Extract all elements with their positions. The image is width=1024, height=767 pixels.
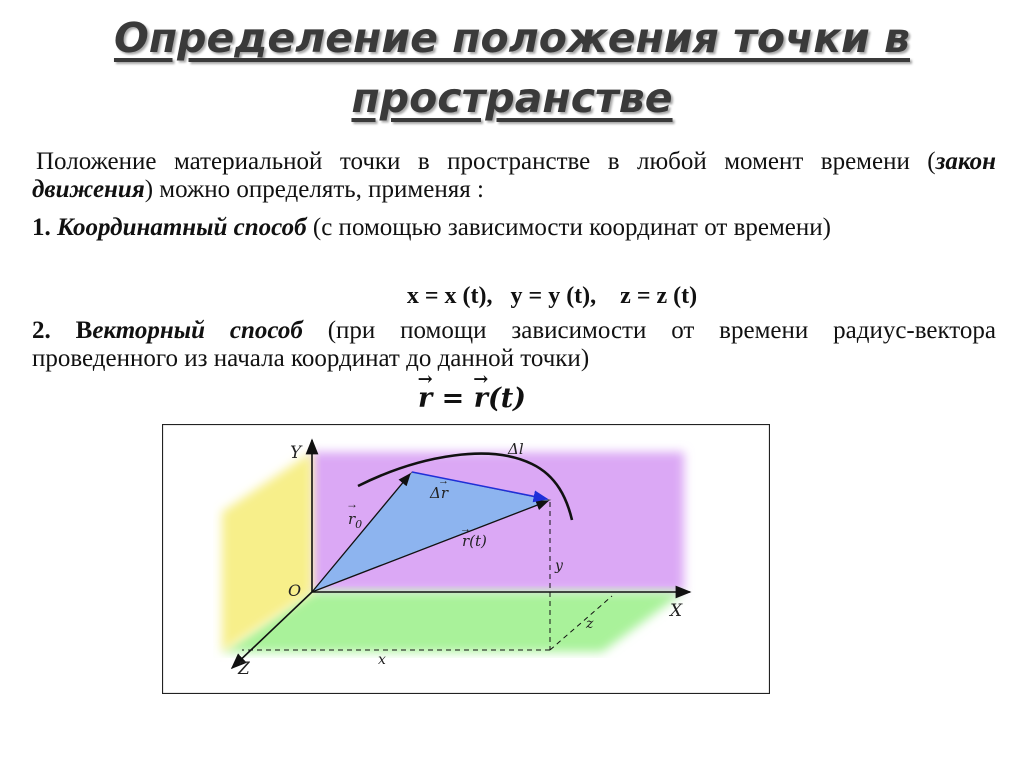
trajectory-diagram bbox=[162, 424, 770, 694]
x-coordinate-label: x bbox=[378, 652, 386, 668]
y-coordinate-label: y bbox=[555, 558, 563, 574]
intro-text-after: ) можно определять, применяя : bbox=[144, 176, 484, 203]
vector-method-name: екторный способ bbox=[92, 317, 303, 344]
vector-method-paragraph bbox=[32, 317, 996, 373]
method2-description: (при помощи зависимости от времени радиус-вектора проведенного из начала координат до данной точки) bbox=[32, 317, 997, 372]
origin-label: O bbox=[288, 581, 302, 600]
formula-y: y = y (t), bbox=[510, 283, 597, 309]
intro-text-before: Положение материальной точки в пространстве в любой момент времени ( bbox=[36, 148, 936, 175]
coordinate-method-name: Координатный способ bbox=[57, 214, 307, 241]
coordinate-formula bbox=[0, 283, 1024, 310]
rt-label: r(t) bbox=[462, 532, 487, 550]
z-coordinate-label: z bbox=[586, 616, 594, 632]
delta-r-label: Δr bbox=[430, 484, 449, 502]
vector-method-name-initial: В bbox=[75, 317, 93, 344]
vector-formula bbox=[0, 383, 1024, 414]
formula-z: z = z (t) bbox=[620, 283, 698, 309]
delta-l-label: Δl bbox=[508, 440, 524, 458]
diagram-svg bbox=[162, 424, 770, 694]
r0-subscript: 0 bbox=[355, 518, 363, 531]
vector-formula-argument: (t) bbox=[487, 383, 526, 414]
method2-number: 2. bbox=[32, 317, 76, 344]
law-of-motion-term: закон движения bbox=[32, 148, 996, 203]
r0-arrow-glyph: → bbox=[346, 497, 358, 511]
method1-number: 1. bbox=[32, 214, 57, 241]
axis-z-label: Z bbox=[238, 659, 250, 679]
title-line-2: пространстве bbox=[351, 74, 673, 122]
r0-letter: r bbox=[348, 510, 356, 528]
radius-vector-symbol-2: → r bbox=[474, 383, 488, 414]
vector-formula-equals: = bbox=[432, 383, 474, 414]
intro-paragraph bbox=[32, 148, 996, 204]
delta-r-arrow-glyph: → bbox=[438, 475, 449, 487]
axis-y-label: Y bbox=[290, 443, 302, 463]
radius-vector-symbol: → r bbox=[418, 383, 432, 414]
rt-arrow-glyph: → bbox=[460, 523, 471, 535]
title-line-1: Определение положения точки в bbox=[113, 14, 911, 62]
coordinate-method-paragraph bbox=[32, 214, 996, 242]
formula-x: x = x (t), bbox=[406, 283, 493, 309]
axis-x-label: X bbox=[670, 601, 683, 621]
slide-title bbox=[0, 0, 1024, 128]
method1-description: (с помощью зависимости координат от времени) bbox=[306, 214, 831, 241]
